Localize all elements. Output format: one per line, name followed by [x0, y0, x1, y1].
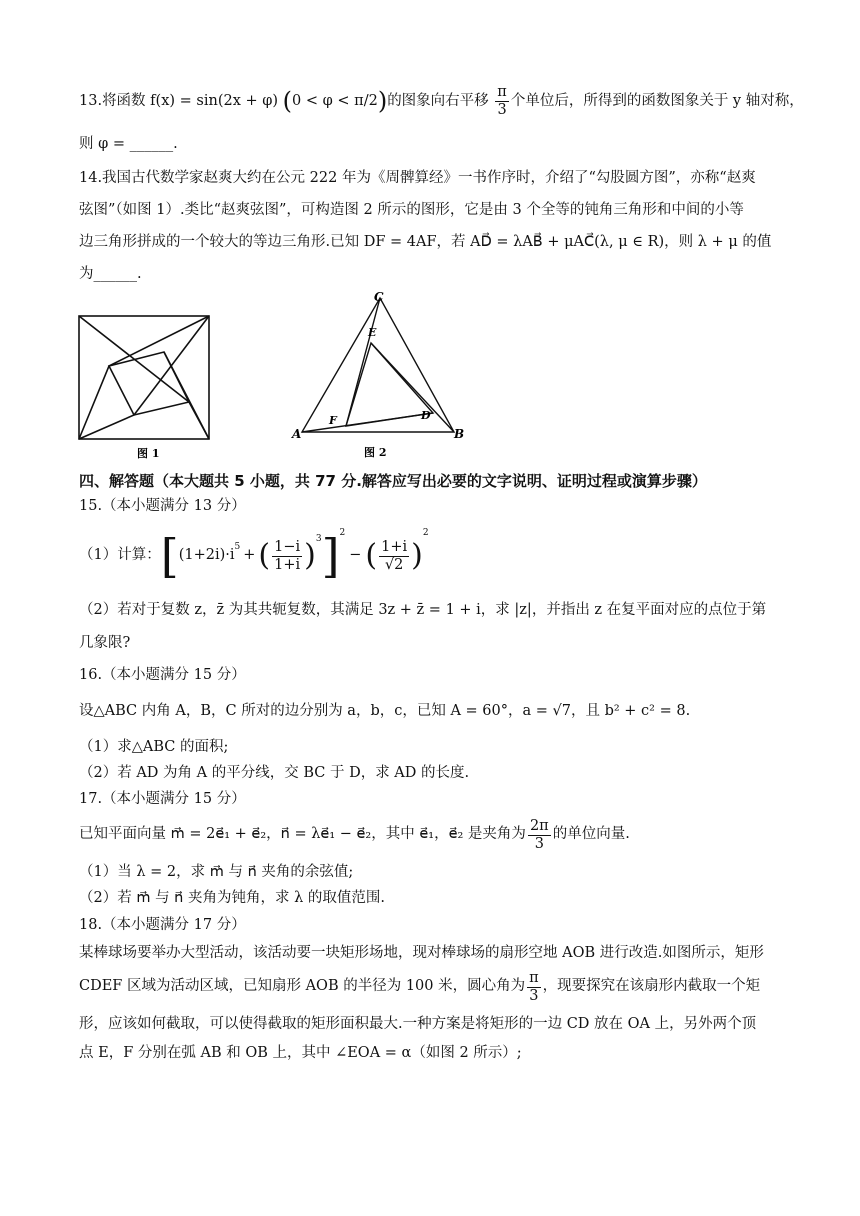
- q15-paren2-close: ): [411, 538, 423, 573]
- q17-header: 17.（本小题满分 15 分）: [79, 791, 246, 807]
- label-F: F: [329, 414, 337, 427]
- q14-line1: 14.我国古代数学家赵爽大约在公元 222 年为《周髀算经》一书作序时，介绍了“勾股圆方图”，亦称“赵爽: [79, 170, 756, 186]
- q15-fraction-2: $\frac{1+i}{√2}$: [381, 538, 408, 573]
- q13-number: 13.: [79, 93, 103, 110]
- q15-fraction-1: $\frac{1-i}{1+i}$: [274, 538, 301, 573]
- q18-line2-a: CDEF 区域为活动区域，已知扇形 AOB 的半径为 100 米，圆心角为: [79, 978, 526, 995]
- q13-shift-fraction: $\frac{\pi}{3}$: [497, 84, 507, 118]
- q15-paren1-open: (: [258, 538, 271, 573]
- q15-paren1-close: ): [304, 538, 316, 573]
- q18-line1: 某棒球场要举办大型活动，该活动要一块矩形场地，现对棒球场的扇形空地 AOB 进行改造.如图所示，矩形: [79, 945, 764, 961]
- q18-line2-b: ，现要探究在该扇形内截取一个矩: [542, 978, 761, 995]
- q17-stem-a: 已知平面向量 m⃗ = 2e⃗₁ + e⃗₂，n⃗ = λe⃗₁ − e⃗₂，其中 e⃗₁，e⃗₂ 是夹角为: [79, 826, 526, 843]
- q13-text-c: 个单位后，所得到的函数图象关于 y 轴对称，: [510, 93, 804, 110]
- q15-header: 15.（本小题满分 13 分）: [79, 498, 246, 514]
- q18-line3: 形，应该如何截取，可以使得截取的矩形面积最大.一种方案是将矩形的一边 CD 放在 OA 上，另外两个顶: [79, 1016, 757, 1032]
- q15-expr-a: (1+2i)·i: [178, 547, 235, 564]
- figure-2-caption: 图 2: [364, 446, 387, 459]
- q15-part1-label: （1）计算：: [79, 547, 161, 564]
- q15-plus: +: [243, 547, 256, 564]
- q13-line2: 则 φ = ______.: [79, 136, 178, 152]
- q17-angle-fraction: $\frac{2\pi}{3}$: [529, 818, 549, 852]
- q18-line4: 点 E，F 分别在弧 AB 和 OB 上，其中 ∠EOA = α（如图 2 所示）;: [79, 1045, 522, 1061]
- q15-part2-line2: 几象限?: [79, 635, 131, 651]
- q18-line2: [79, 970, 760, 1004]
- q15-bracket-close: ]: [321, 529, 340, 583]
- q13-paren-close: ): [377, 86, 388, 115]
- q15-bracket-open: [: [160, 529, 179, 583]
- q15-exp3: 3: [315, 534, 322, 544]
- label-E: E: [368, 326, 377, 339]
- q13-text-a: 将函数 f(x) = sin(2x + φ): [102, 93, 279, 110]
- q15-part1: [79, 528, 429, 584]
- figure-1-zhao-shuang-diagram: [78, 314, 212, 460]
- q16-part2: （2）若 AD 为角 A 的平分线，交 BC 于 D，求 AD 的长度.: [79, 765, 470, 781]
- q13-paren-open: (: [282, 86, 293, 115]
- q13-line1: [79, 84, 804, 118]
- q16-stem: 设△ABC 内角 A，B，C 所对的边分别为 a，b，c，已知 A = 60°，a = √7，且 b² + c² = 8.: [79, 703, 691, 719]
- q15-exp2b: 2: [422, 528, 429, 538]
- q13-condition: 0 < φ < π/2: [292, 93, 378, 110]
- q18-header: 18.（本小题满分 17 分）: [79, 917, 246, 933]
- q17-stem: [79, 818, 630, 852]
- q15-paren2-open: (: [365, 538, 378, 573]
- label-D: D: [421, 409, 431, 422]
- q17-part2: （2）若 m⃗ 与 n⃗ 夹角为钝角，求 λ 的取值范围.: [79, 890, 385, 906]
- q15-exp2a: 2: [339, 528, 346, 538]
- q13-text-b: 的图象向右平移: [387, 93, 489, 110]
- q17-stem-b: 的单位向量.: [552, 826, 630, 843]
- label-A: A: [292, 427, 302, 441]
- q14-line4: 为______.: [79, 266, 142, 282]
- label-C: C: [374, 290, 384, 304]
- section-4-heading: 四、解答题（本大题共 5 小题，共 77 分.解答应写出必要的文字说明、证明过程或演算步骤）: [79, 472, 707, 490]
- figure-2-triangle-diagram: [288, 288, 468, 460]
- q16-header: 16.（本小题满分 15 分）: [79, 667, 246, 683]
- figure-1-caption: 图 1: [137, 447, 160, 460]
- q15-part2-line1: （2）若对于复数 z，z̄ 为其共轭复数，其满足 3z + z̄ = 1 + i，求 |z|，并指出 z 在复平面对应的点位于第: [79, 602, 767, 618]
- q18-angle-fraction: $\frac{\pi}{3}$: [529, 970, 539, 1004]
- q14-line3: 边三角形拼成的一个较大的等边三角形.已知 DF = 4AF，若 AD⃗ = λAB⃗ + μAC⃗(λ, μ ∈ R)，则 λ + μ 的值: [79, 234, 772, 250]
- label-B: B: [454, 427, 465, 441]
- q17-part1: （1）当 λ = 2，求 m⃗ 与 n⃗ 夹角的余弦值;: [79, 864, 354, 880]
- q16-part1: （1）求△ABC 的面积;: [79, 739, 229, 755]
- q15-minus: −: [349, 547, 362, 564]
- q14-line2: 弦图”（如图 1）.类比“赵爽弦图”，可构造图 2 所示的图形，它是由 3 个全等的钝角三角形和中间的小等: [79, 202, 744, 218]
- q15-exp5: 5: [234, 542, 241, 552]
